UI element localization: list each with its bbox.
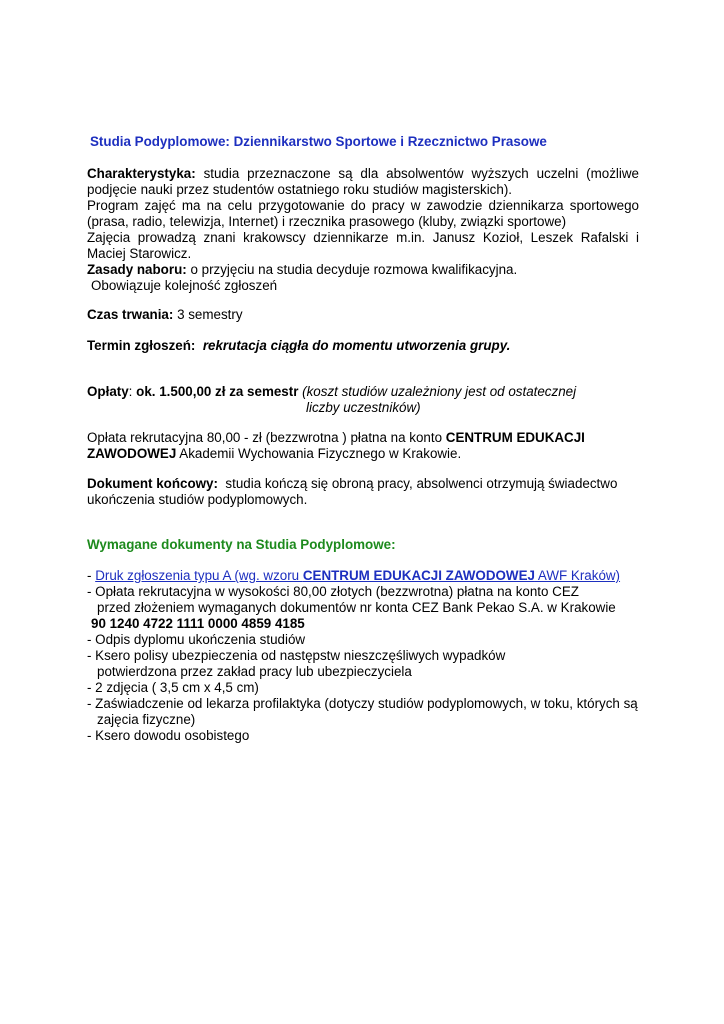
admission-rules — [87, 262, 639, 294]
admission-rules-label: Zasady naboru: — [87, 262, 187, 277]
list-item: - Ksero polisy ubezpieczenia od następstw nieszczęśliwych wypadków — [87, 648, 506, 663]
bank-account-number: 90 1240 4722 1111 0000 4859 4185 — [91, 616, 305, 631]
list-item: - Druk zgłoszenia typu A (wg. wzoru CENTRUM EDUKACJI ZAWODOWEJ AWF Kraków) — [87, 568, 621, 583]
list-item: - Ksero dowodu osobistego — [87, 728, 250, 743]
characteristics-text-3: Zajęcia prowadzą znani krakowscy dziennikarze m.in. Janusz Kozioł, Leszek Rafalski i Maciej Starowicz. — [87, 230, 639, 261]
final-document-text: studia kończą się obroną pracy, absolwenci otrzymują świadectwo — [225, 476, 618, 491]
final-document-paragraph — [87, 476, 639, 508]
fees-note-2: liczby uczestników) — [306, 400, 421, 415]
application-form-link[interactable]: Druk zgłoszenia typu A (wg. wzoru CENTRUM EDUKACJI ZAWODOWEJ AWF Kraków) — [95, 568, 621, 583]
characteristics-label: Charakterystyka: — [87, 166, 196, 181]
recruitment-fee-text: Opłata rekrutacyjna 80,00 - zł (bezzwrotna ) płatna na konto — [87, 430, 443, 445]
duration-line — [87, 307, 639, 323]
admission-order-text: Obowiązuje kolejność zgłoszeń — [91, 278, 278, 293]
list-item-continuation: przed złożeniem wymaganych dokumentów nr konta CEZ Bank Pekao S.A. w Krakowie — [97, 600, 616, 615]
deadline-label: Termin zgłoszeń: — [87, 338, 196, 353]
duration-value: 3 semestry — [177, 307, 243, 322]
page-title: Studia Podyplomowe: Dziennikarstwo Sportowe i Rzecznictwo Prasowe — [90, 134, 547, 149]
duration-label: Czas trwania: — [87, 307, 174, 322]
characteristics-text-1: studia przeznaczone są dla absolwentów wyższych uczelni (możliwe podjęcie nauki przez studentów ostatniego roku studiów magisterskich). — [87, 166, 639, 197]
recruitment-fee-paragraph — [87, 430, 639, 462]
recruitment-fee-rest: Akademii Wychowania Fizycznego w Krakowie. — [179, 446, 462, 461]
fees-block: Opłaty: ok. 1.500,00 zł za semestr (koszt studiów uzależniony jest od ostatecznej liczby uczestników) — [87, 384, 577, 415]
characteristics-paragraph — [87, 166, 639, 262]
fees-label: Opłaty — [87, 384, 129, 399]
list-item-continuation: potwierdzona przez zakład pracy lub ubezpieczyciela — [97, 664, 412, 679]
list-item: - Zaświadczenie od lekarza profilaktyka (dotyczy studiów podyplomowych, w toku, których są — [87, 696, 638, 711]
admission-rules-text: o przyjęciu na studia decyduje rozmowa kwalifikacyjna. — [190, 262, 518, 277]
list-item: - Odpis dyplomu ukończenia studiów — [87, 632, 306, 647]
list-item: - Opłata rekrutacyjna w wysokości 80,00 złotych (bezzwrotna) płatna na konto CEZ — [87, 584, 579, 599]
fees-amount: ok. 1.500,00 zł za semestr — [136, 384, 299, 399]
recruitment-fee-org-1: CENTRUM EDUKACJI — [445, 430, 585, 445]
list-item-continuation: zajęcia fizyczne) — [97, 712, 196, 727]
characteristics-text-2: Program zajęć ma na celu przygotowanie do pracy w zawodzie dziennikarza sportowego (prasa, radio, telewizja, Internet) i rzecznika prasowego (kluby, związki sportowe) — [87, 198, 639, 229]
application-form-link-org: CENTRUM EDUKACJI ZAWODOWEJ — [302, 568, 535, 583]
required-documents-heading: Wymagane dokumenty na Studia Podyplomowe: — [87, 537, 396, 552]
final-document-label: Dokument końcowy: — [87, 476, 218, 491]
required-documents-list — [87, 568, 639, 744]
fees-note-1: (koszt studiów uzależniony jest od ostatecznej — [302, 384, 577, 399]
final-document-text-2: ukończenia studiów podyplomowych. — [87, 492, 308, 507]
recruitment-fee-org-2: ZAWODOWEJ — [87, 446, 177, 461]
deadline-value: rekrutacja ciągła do momentu utworzenia grupy. — [202, 338, 511, 353]
list-item: - 2 zdjęcia ( 3,5 cm x 4,5 cm) — [87, 680, 259, 695]
deadline-line — [87, 338, 639, 354]
